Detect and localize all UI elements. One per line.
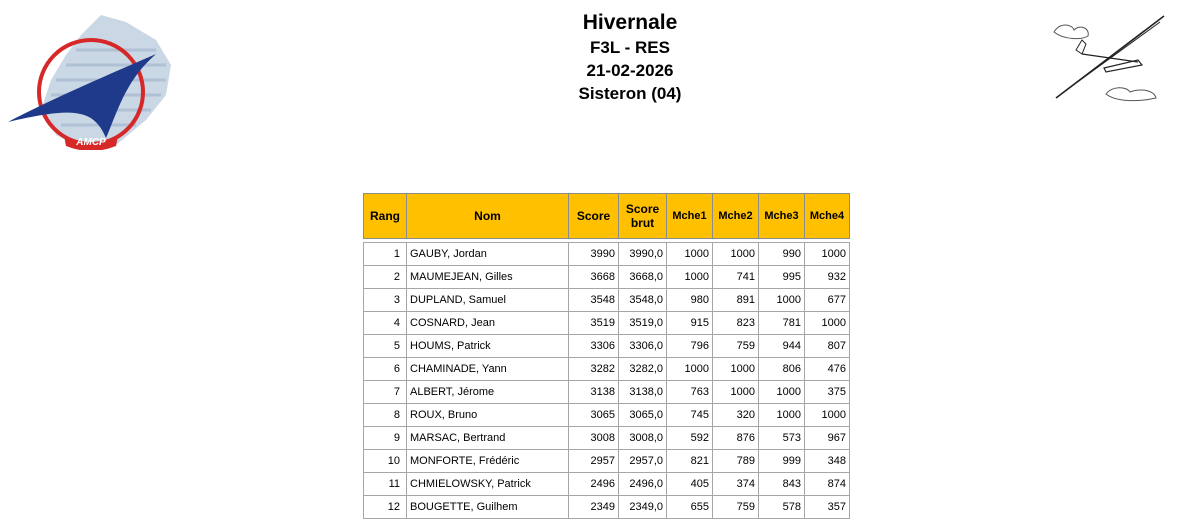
- cell-rang: 10: [364, 450, 407, 473]
- cell-mche2: 1000: [713, 243, 759, 266]
- cell-mche4: 1000: [805, 312, 850, 335]
- cell-rang: 8: [364, 404, 407, 427]
- col-rang: Rang: [364, 194, 407, 239]
- cell-mche3: 781: [759, 312, 805, 335]
- col-mche3: Mche3: [759, 194, 805, 239]
- cell-mche2: 759: [713, 496, 759, 519]
- cell-nom: COSNARD, Jean: [407, 312, 569, 335]
- cell-mche2: 1000: [713, 381, 759, 404]
- cell-score: 3008: [569, 427, 619, 450]
- table-row: [364, 312, 850, 335]
- col-mche1: Mche1: [667, 194, 713, 239]
- amcp-logo: [6, 10, 176, 150]
- cell-nom: ROUX, Bruno: [407, 404, 569, 427]
- col-score: Score: [569, 194, 619, 239]
- cell-mche4: 476: [805, 358, 850, 381]
- cell-rang: 12: [364, 496, 407, 519]
- cell-mche1: 1000: [667, 243, 713, 266]
- cell-mche1: 1000: [667, 266, 713, 289]
- table-row: [364, 358, 850, 381]
- cell-mche1: 405: [667, 473, 713, 496]
- cell-mche1: 592: [667, 427, 713, 450]
- cell-rang: 9: [364, 427, 407, 450]
- cell-mche2: 320: [713, 404, 759, 427]
- cell-rang: 6: [364, 358, 407, 381]
- cell-mche3: 995: [759, 266, 805, 289]
- cell-score: 3282: [569, 358, 619, 381]
- cell-score-brut: 3282,0: [619, 358, 667, 381]
- col-nom: Nom: [407, 194, 569, 239]
- cell-mche2: 1000: [713, 358, 759, 381]
- col-mche2: Mche2: [713, 194, 759, 239]
- title-block: [430, 10, 830, 105]
- cell-mche3: 573: [759, 427, 805, 450]
- cell-mche3: 806: [759, 358, 805, 381]
- cell-score: 2496: [569, 473, 619, 496]
- cell-score-brut: 3668,0: [619, 266, 667, 289]
- event-title: Hivernale: [582, 11, 678, 34]
- cell-score: 2349: [569, 496, 619, 519]
- cell-score: 2957: [569, 450, 619, 473]
- cell-score-brut: 3519,0: [619, 312, 667, 335]
- cell-mche2: 789: [713, 450, 759, 473]
- cell-score-brut: 3306,0: [619, 335, 667, 358]
- cell-score-brut: 3548,0: [619, 289, 667, 312]
- cell-score: 3668: [569, 266, 619, 289]
- event-category: F3L - RES: [590, 38, 670, 57]
- cell-score: 3519: [569, 312, 619, 335]
- cell-mche3: 999: [759, 450, 805, 473]
- cell-mche1: 915: [667, 312, 713, 335]
- table-row: [364, 381, 850, 404]
- cell-mche4: 1000: [805, 243, 850, 266]
- cell-rang: 5: [364, 335, 407, 358]
- cell-rang: 7: [364, 381, 407, 404]
- cell-score-brut: 3065,0: [619, 404, 667, 427]
- cell-score: 3306: [569, 335, 619, 358]
- cell-mche1: 980: [667, 289, 713, 312]
- col-mche4: Mche4: [805, 194, 850, 239]
- cell-score-brut: 2349,0: [619, 496, 667, 519]
- cell-score: 3138: [569, 381, 619, 404]
- table-row: [364, 450, 850, 473]
- cell-nom: HOUMS, Patrick: [407, 335, 569, 358]
- cell-mche4: 932: [805, 266, 850, 289]
- cell-nom: BOUGETTE, Guilhem: [407, 496, 569, 519]
- cell-mche2: 891: [713, 289, 759, 312]
- table-row: [364, 404, 850, 427]
- results-table: [363, 193, 850, 519]
- cell-score-brut: 2496,0: [619, 473, 667, 496]
- cell-rang: 2: [364, 266, 407, 289]
- cell-rang: 4: [364, 312, 407, 335]
- cell-mche4: 357: [805, 496, 850, 519]
- cell-mche3: 1000: [759, 404, 805, 427]
- cell-mche1: 655: [667, 496, 713, 519]
- cell-mche3: 578: [759, 496, 805, 519]
- cell-mche1: 745: [667, 404, 713, 427]
- cell-mche4: 348: [805, 450, 850, 473]
- cell-mche3: 843: [759, 473, 805, 496]
- cell-score: 3548: [569, 289, 619, 312]
- cell-nom: ALBERT, Jérome: [407, 381, 569, 404]
- cell-nom: GAUBY, Jordan: [407, 243, 569, 266]
- table-row: [364, 427, 850, 450]
- cell-mche4: 677: [805, 289, 850, 312]
- cell-mche4: 874: [805, 473, 850, 496]
- cell-score: 3065: [569, 404, 619, 427]
- cell-nom: MARSAC, Bertrand: [407, 427, 569, 450]
- cell-nom: MAUMEJEAN, Gilles: [407, 266, 569, 289]
- cell-mche4: 375: [805, 381, 850, 404]
- table-header-row: [364, 194, 850, 239]
- cell-nom: CHAMINADE, Yann: [407, 358, 569, 381]
- cell-mche2: 876: [713, 427, 759, 450]
- cell-score-brut: 3990,0: [619, 243, 667, 266]
- cell-mche1: 1000: [667, 358, 713, 381]
- table-row: [364, 266, 850, 289]
- cell-rang: 11: [364, 473, 407, 496]
- cell-nom: DUPLAND, Samuel: [407, 289, 569, 312]
- table-row: [364, 496, 850, 519]
- cell-mche1: 763: [667, 381, 713, 404]
- table-row: [364, 243, 850, 266]
- cell-mche3: 1000: [759, 381, 805, 404]
- cell-rang: 3: [364, 289, 407, 312]
- cell-mche2: 759: [713, 335, 759, 358]
- cell-nom: CHMIELOWSKY, Patrick: [407, 473, 569, 496]
- cell-score-brut: 3008,0: [619, 427, 667, 450]
- event-location: Sisteron (04): [578, 84, 682, 103]
- cell-mche4: 1000: [805, 404, 850, 427]
- table-row: [364, 473, 850, 496]
- table-row: [364, 289, 850, 312]
- cell-mche2: 741: [713, 266, 759, 289]
- cell-score-brut: 3138,0: [619, 381, 667, 404]
- event-date: 21-02-2026: [586, 61, 674, 80]
- logo-text: AMCP: [76, 137, 106, 148]
- cell-mche2: 823: [713, 312, 759, 335]
- cell-mche3: 1000: [759, 289, 805, 312]
- table-row: [364, 335, 850, 358]
- col-score-brut: Score brut: [619, 194, 667, 239]
- cell-mche2: 374: [713, 473, 759, 496]
- cell-mche1: 821: [667, 450, 713, 473]
- glider-sketch-icon: [1046, 10, 1170, 105]
- cell-rang: 1: [364, 243, 407, 266]
- cell-nom: MONFORTE, Frédéric: [407, 450, 569, 473]
- cell-mche1: 796: [667, 335, 713, 358]
- cell-mche4: 967: [805, 427, 850, 450]
- cell-score: 3990: [569, 243, 619, 266]
- cell-mche3: 990: [759, 243, 805, 266]
- cell-mche4: 807: [805, 335, 850, 358]
- cell-mche3: 944: [759, 335, 805, 358]
- cell-score-brut: 2957,0: [619, 450, 667, 473]
